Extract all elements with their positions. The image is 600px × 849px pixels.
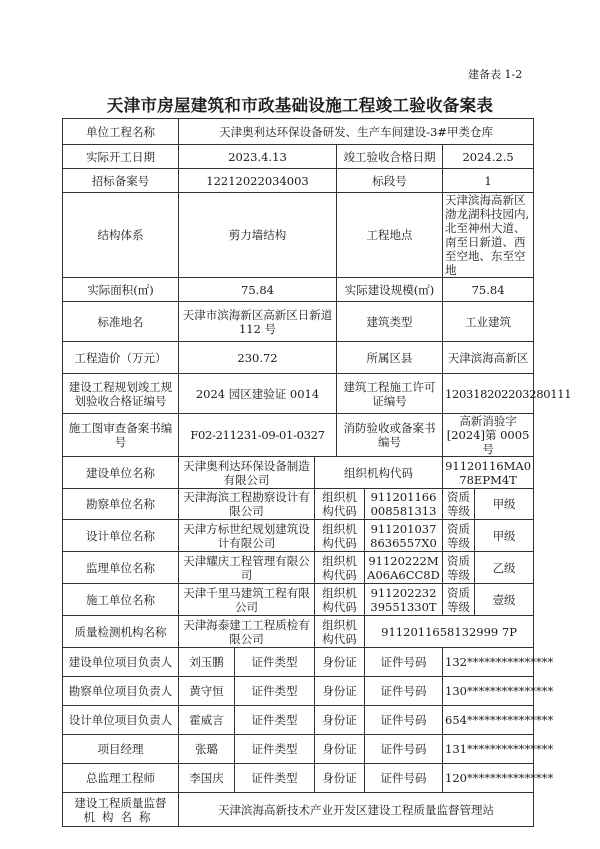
construction-qual-label: 资质等级 xyxy=(443,584,475,616)
id-type-value: 身份证 xyxy=(315,677,365,706)
id-type-label: 证件类型 xyxy=(235,706,315,735)
id-no-value: 131*************** xyxy=(443,735,534,764)
id-type-value: 身份证 xyxy=(315,764,365,793)
fire-value: 高新消验字[2024]第 0005 号 xyxy=(443,414,534,457)
drawing-review-value: F02-211231-09-01-0327 xyxy=(179,414,337,457)
person-role: 设计单位项目负责人 xyxy=(63,706,179,735)
permit-value: 120318202203280111 xyxy=(443,374,534,414)
id-type-value: 身份证 xyxy=(315,648,365,677)
section-label: 标段号 xyxy=(337,169,443,193)
person-name: 李国庆 xyxy=(179,764,235,793)
cost-label: 工程造价（万元） xyxy=(63,342,179,374)
start-date-label: 实际开工日期 xyxy=(63,145,179,169)
construction-value: 天津千里马建筑工程有限公司 xyxy=(179,584,315,616)
design-qual-value: 甲级 xyxy=(475,520,534,552)
id-no-value: 654*************** xyxy=(443,706,534,735)
supervision-label-line1: 建设工程质量监督 xyxy=(74,795,167,810)
builder-org-code-value: 91120116MA078EPM4T xyxy=(443,457,534,489)
id-no-value: 132*************** xyxy=(443,648,534,677)
id-no-label: 证件号码 xyxy=(365,735,443,764)
person-name: 刘玉鹏 xyxy=(179,648,235,677)
tender-value: 12212022034003 xyxy=(179,169,337,193)
filing-table xyxy=(62,118,572,827)
id-no-label: 证件号码 xyxy=(365,677,443,706)
testing-org-code-value: 9112011658132999 7P xyxy=(365,616,534,648)
testing-value: 天津海泰建工工程质检有限公司 xyxy=(179,616,315,648)
design-label: 设计单位名称 xyxy=(63,520,179,552)
building-type-label: 建筑类型 xyxy=(337,302,443,342)
person-role: 建设单位项目负责人 xyxy=(63,648,179,677)
person-name: 霍威言 xyxy=(179,706,235,735)
location-label: 工程地点 xyxy=(337,193,443,278)
supervisor-org-code-value: 91120222MA06A6CC8D xyxy=(365,552,443,584)
builder-value: 天津奥利达环保设备制造有限公司 xyxy=(179,457,315,489)
survey-qual-label: 资质等级 xyxy=(443,489,475,520)
unit-name-label: 单位工程名称 xyxy=(63,119,179,145)
id-no-label: 证件号码 xyxy=(365,648,443,677)
structure-value: 剪力墙结构 xyxy=(179,193,337,278)
building-type-value: 工业建筑 xyxy=(443,302,534,342)
supervisor-value: 天津耀庆工程管理有限公司 xyxy=(179,552,315,584)
construction-org-code-label: 组织机构代码 xyxy=(315,584,365,616)
person-role: 项目经理 xyxy=(63,735,179,764)
supervisor-qual-label: 资质等级 xyxy=(443,552,475,584)
construction-label: 施工单位名称 xyxy=(63,584,179,616)
person-name: 黄守恒 xyxy=(179,677,235,706)
structure-label: 结构体系 xyxy=(63,193,179,278)
design-qual-label: 资质等级 xyxy=(443,520,475,552)
form-number: 建备表 1-2 xyxy=(468,68,523,81)
supervisor-label: 监理单位名称 xyxy=(63,552,179,584)
design-value: 天津方标世纪规划建筑设计有限公司 xyxy=(179,520,315,552)
location-value: 天津滨海高新区渤龙湖科技园内,北至神州大道、南至日新道、西至空地、东至空地 xyxy=(443,193,534,278)
start-date-value: 2023.4.13 xyxy=(179,145,337,169)
design-org-code-label: 组织机构代码 xyxy=(315,520,365,552)
id-no-label: 证件号码 xyxy=(365,706,443,735)
fire-label: 消防验收或备案书编号 xyxy=(337,414,443,457)
id-no-value: 130*************** xyxy=(443,677,534,706)
survey-qual-value: 甲级 xyxy=(475,489,534,520)
person-role: 勘察单位项目负责人 xyxy=(63,677,179,706)
district-value: 天津滨海高新区 xyxy=(443,342,534,374)
id-no-label: 证件号码 xyxy=(365,764,443,793)
id-type-label: 证件类型 xyxy=(235,735,315,764)
construction-org-code-value: 91120223239551330T xyxy=(365,584,443,616)
scale-value: 75.84 xyxy=(443,278,534,302)
person-name: 张璐 xyxy=(179,735,235,764)
survey-label: 勘察单位名称 xyxy=(63,489,179,520)
construction-qual-value: 壹级 xyxy=(475,584,534,616)
survey-org-code-label: 组织机构代码 xyxy=(315,489,365,520)
planning-label: 建设工程规划竣工规划验收合格证编号 xyxy=(63,374,179,414)
id-no-value: 120*************** xyxy=(443,764,534,793)
person-role: 总监理工程师 xyxy=(63,764,179,793)
acceptance-date-label: 竣工验收合格日期 xyxy=(337,145,443,169)
area-label: 实际面积(㎡) xyxy=(63,278,179,302)
unit-name-value: 天津奥利达环保设备研发、生产车间建设-3#甲类仓库 xyxy=(179,119,534,145)
testing-org-code-label: 组织机构代码 xyxy=(315,616,365,648)
builder-org-code-label: 组织机构代码 xyxy=(315,457,443,489)
id-type-label: 证件类型 xyxy=(235,764,315,793)
form-title: 天津市房屋建筑和市政基础设施工程竣工验收备案表 xyxy=(106,96,494,115)
id-type-value: 身份证 xyxy=(315,735,365,764)
permit-label: 建筑工程施工许可证编号 xyxy=(337,374,443,414)
address-value: 天津市滨海新区高新区日新道 112 号 xyxy=(179,302,337,342)
id-type-label: 证件类型 xyxy=(235,677,315,706)
address-label: 标准地名 xyxy=(63,302,179,342)
design-org-code-value: 9112010378636557X0 xyxy=(365,520,443,552)
scale-label: 实际建设规模(㎡) xyxy=(337,278,443,302)
builder-label: 建设单位名称 xyxy=(63,457,179,489)
section-value: 1 xyxy=(443,169,534,193)
drawing-review-label: 施工图审查备案书编号 xyxy=(63,414,179,457)
acceptance-date-value: 2024.2.5 xyxy=(443,145,534,169)
supervisor-org-code-label: 组织机构代码 xyxy=(315,552,365,584)
cost-value: 230.72 xyxy=(179,342,337,374)
area-value: 75.84 xyxy=(179,278,337,302)
supervision-label xyxy=(63,793,179,827)
supervision-value: 天津滨海高新技术产业开发区建设工程质量监督管理站 xyxy=(179,793,534,827)
tender-label: 招标备案号 xyxy=(63,169,179,193)
id-type-value: 身份证 xyxy=(315,706,365,735)
id-type-label: 证件类型 xyxy=(235,648,315,677)
survey-value: 天津海滨工程勘察设计有限公司 xyxy=(179,489,315,520)
testing-label: 质量检测机构名称 xyxy=(63,616,179,648)
supervision-label-line2: 机构名称 xyxy=(83,809,158,824)
survey-org-code-value: 911201166008581313 xyxy=(365,489,443,520)
district-label: 所属区县 xyxy=(337,342,443,374)
planning-value: 2024 园区建验证 0014 xyxy=(179,374,337,414)
supervisor-qual-value: 乙级 xyxy=(475,552,534,584)
